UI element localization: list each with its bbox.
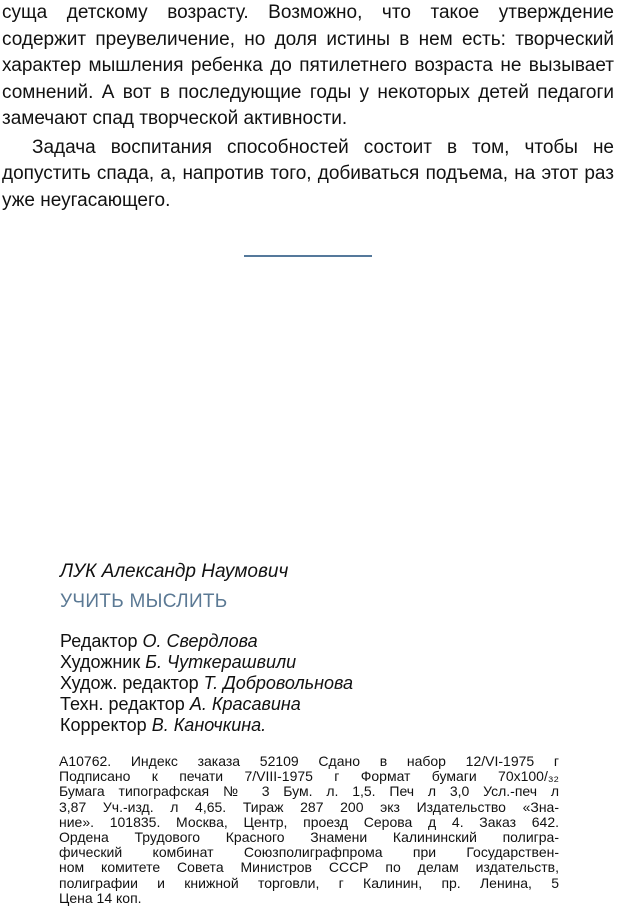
publication-details — [59, 754, 559, 906]
credit-person: О. Свердлова — [142, 631, 258, 651]
details-line: фический комбинат Союзполиграфпрома при Государствен- — [59, 844, 559, 861]
credit-role: Художник — [60, 652, 141, 672]
section-divider — [244, 255, 372, 257]
credit-role: Редактор — [60, 631, 138, 651]
author-name: ЛУК Александр Наумович — [60, 561, 289, 582]
credit-role: Худож. редактор — [60, 673, 199, 693]
credit-art-editor — [60, 673, 560, 694]
book-title: УЧИТЬ МЫСЛИТЬ — [60, 591, 228, 612]
credit-tech-editor — [60, 694, 560, 715]
details-line: А10762. Индекс заказа 52109 Сдано в набор 12/VI-1975 г — [59, 753, 559, 769]
details-line: полиграфии и книжной торговли, г Калинин, пр. Ленина, 5 — [59, 874, 559, 891]
credit-editor — [60, 631, 560, 652]
details-line: Бумага типографская № 3 Бум. л. 1,5. Печ л 3,0 Усл.-печ л — [59, 783, 559, 800]
credits-list — [60, 631, 560, 736]
credit-proofreader — [60, 715, 560, 736]
credit-person: В. Каночкина. — [151, 715, 267, 735]
credit-role: Корректор — [60, 715, 147, 735]
details-line: ном комитете Совета Министров СССР по делам издательств, — [59, 859, 559, 876]
credit-role: Техн. редактор — [60, 694, 185, 714]
paragraph-2: Задача воспитания способностей состоит в том, чтобы не допустить спада, а, напротив того, добиваться подъема, на этот раз уже неугасающего. — [2, 136, 614, 211]
imprint-block — [60, 560, 560, 736]
credit-person: А. Красавина — [189, 694, 301, 714]
details-line: Ордена Трудового Красного Знамени Калининский полигра- — [59, 829, 559, 846]
credit-artist — [60, 652, 560, 673]
credit-person: Т. Добровольнова — [203, 673, 354, 693]
details-line-price: Цена 14 коп. — [59, 889, 142, 906]
details-line: Подписано к печати 7/VIII-1975 г Формат бумаги 70x100/₃₂ — [59, 768, 559, 785]
details-line: 3,87 Уч.-изд. л 4,65. Тираж 287 200 экз Издательство «Зна- — [59, 798, 559, 815]
body-text — [2, 0, 614, 214]
credit-person: Б. Чуткерашвили — [145, 652, 297, 672]
paragraph-1: суща детскому возрасту. Возможно, что такое утверждение содержит преувеличение, но доля истины в нем есть: творческий характер мышления ребенка до пятилетнего возраста не вызывает сомнений. А вот в последующие годы у некоторых детей педагоги замечают спад творческой активности. — [2, 2, 614, 129]
details-line: ние». 101835. Москва, Центр, проезд Серова д 4. Заказ 642. — [59, 813, 559, 830]
